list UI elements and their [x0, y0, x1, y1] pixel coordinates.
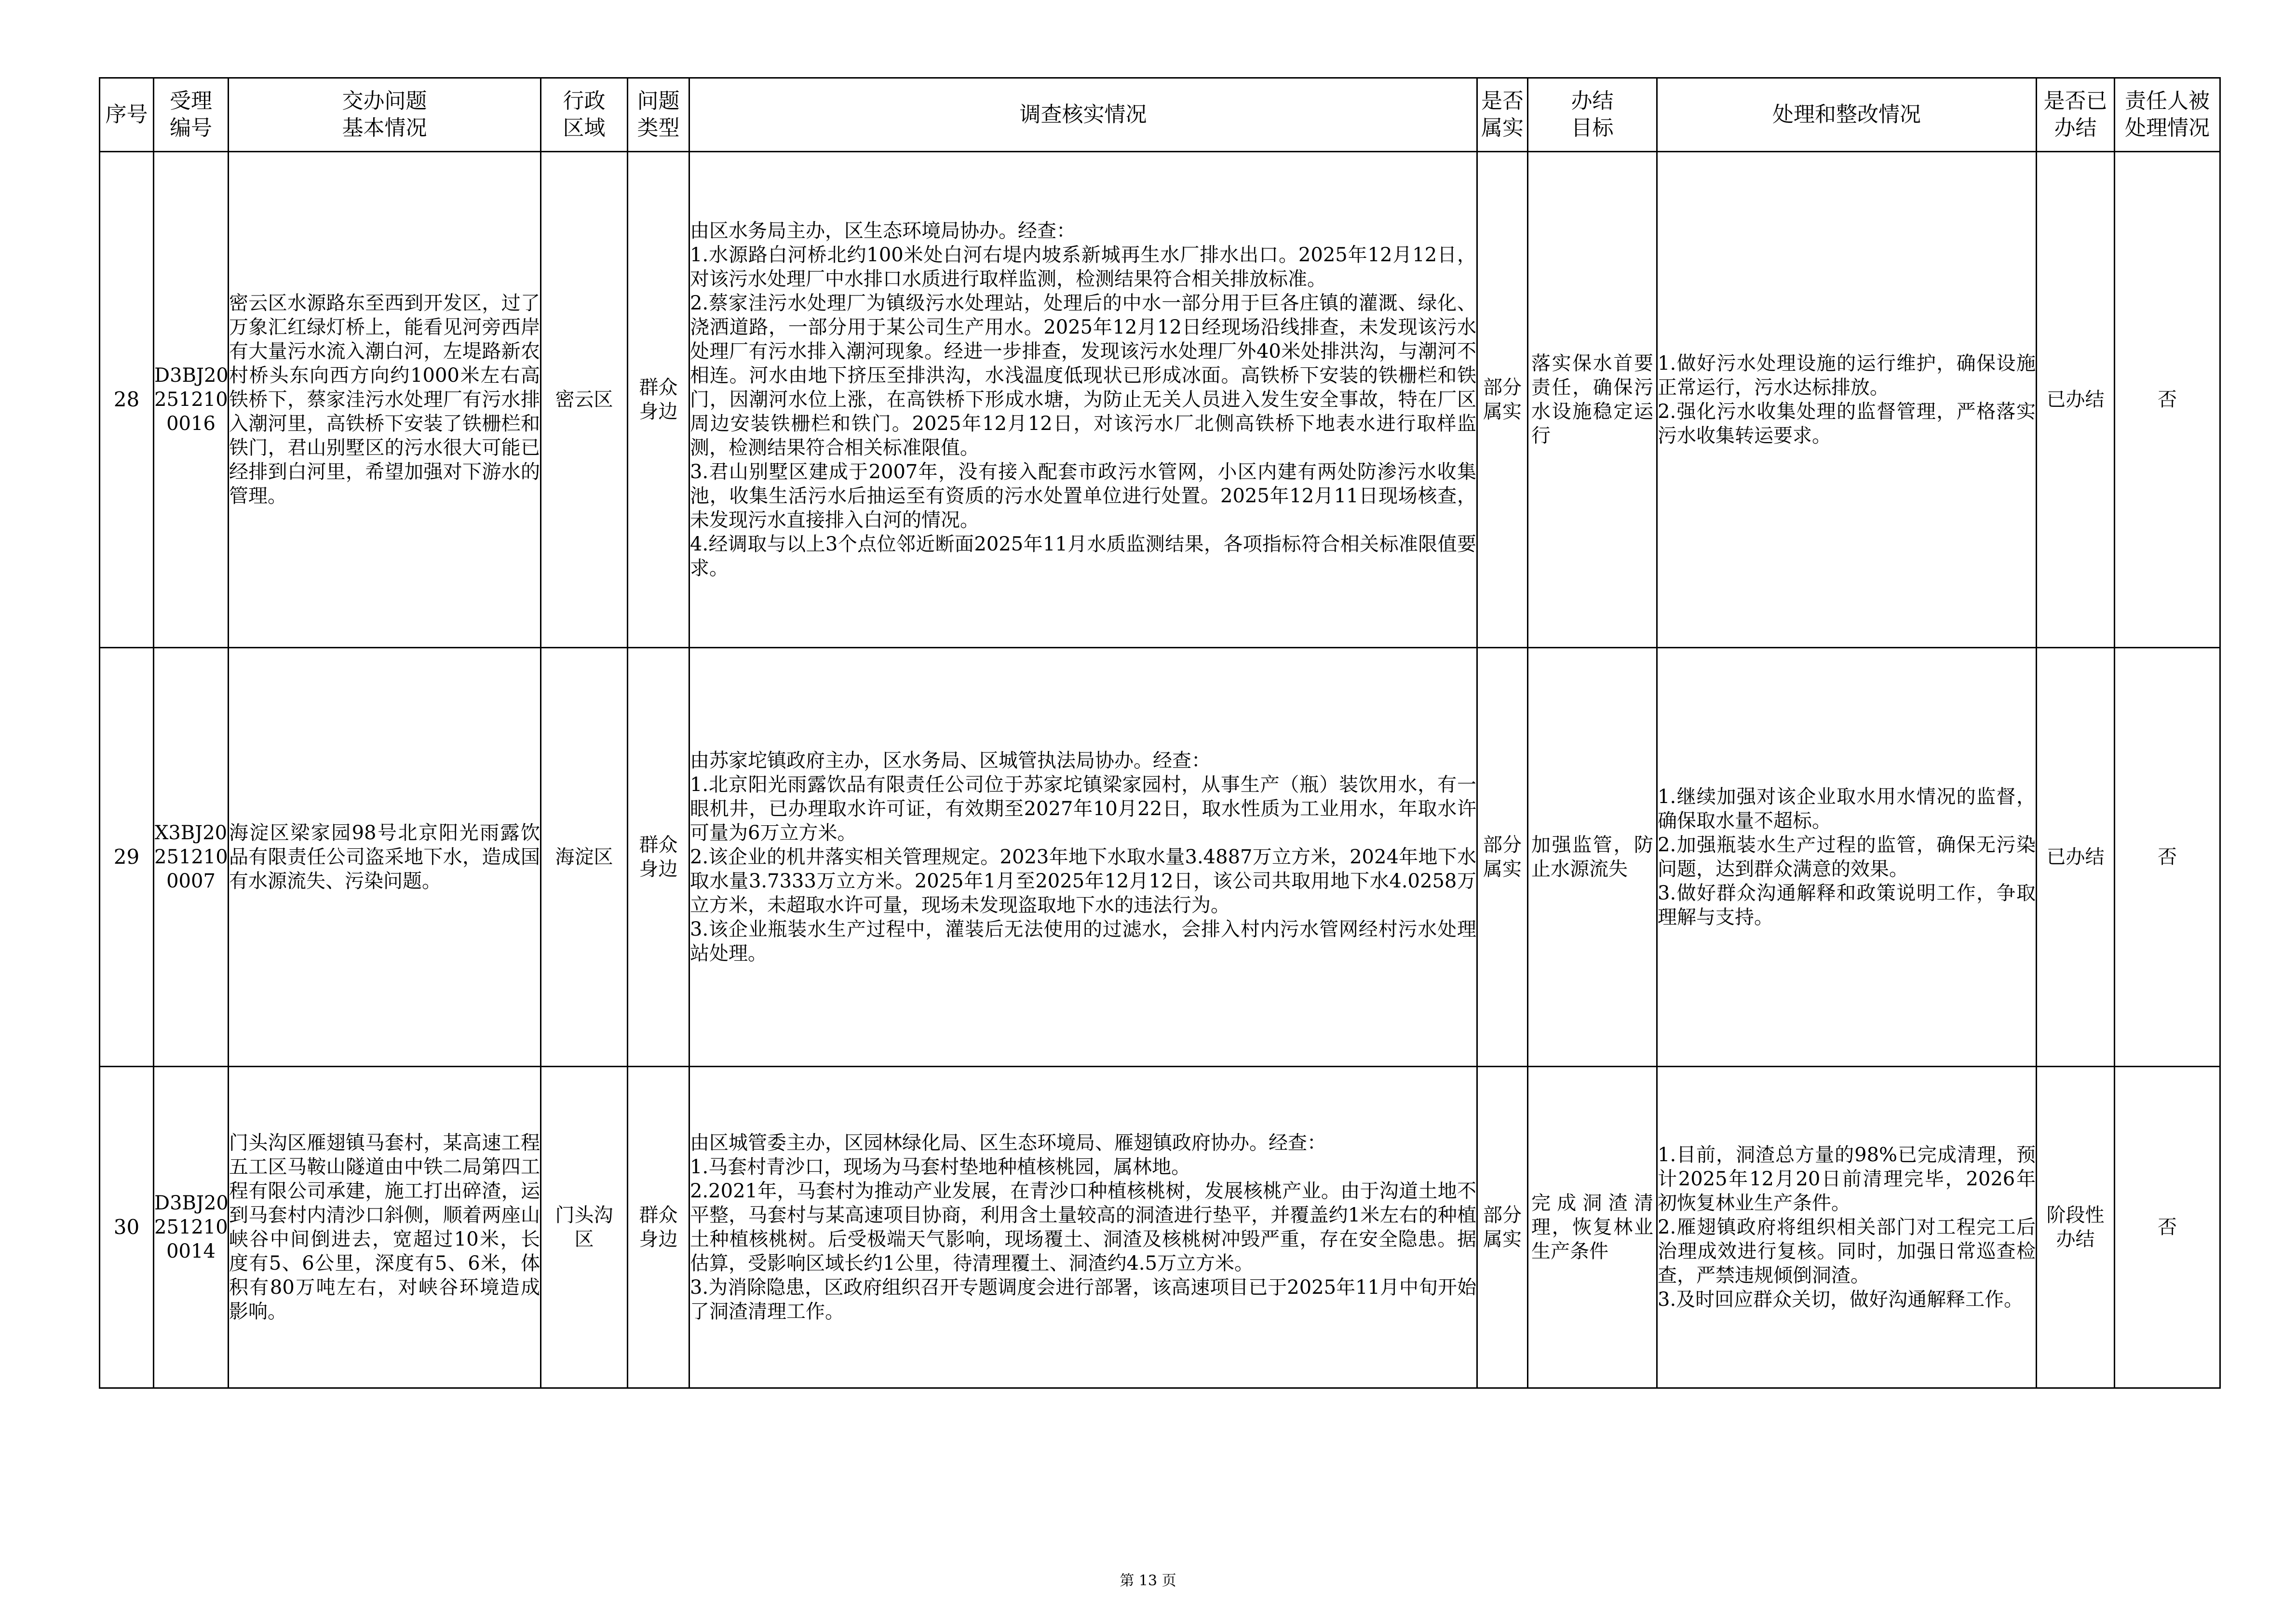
row-type: 群众 身边 — [628, 152, 689, 648]
row-goal: 完成洞渣清理，恢复林业生产条件 — [1528, 1067, 1657, 1388]
row-closed: 已办结 — [2037, 648, 2115, 1067]
row-case-id: D3BJ20 251210 0016 — [154, 152, 229, 648]
page-number: 第 13 页 — [1120, 1572, 1176, 1589]
row-accountability: 否 — [2115, 152, 2220, 648]
row-goal: 落实保水首要责任，确保污水设施稳定运行 — [1528, 152, 1657, 648]
row-district: 门头沟 区 — [541, 1067, 628, 1388]
header-row — [100, 78, 2220, 152]
row-seq: 29 — [100, 648, 154, 1067]
table-row — [100, 648, 2220, 1067]
header-district: 行政 区域 — [541, 78, 628, 152]
header-handling: 处理和整改情况 — [1657, 78, 2037, 152]
table-row — [100, 152, 2220, 648]
row-seq: 28 — [100, 152, 154, 648]
row-handling: 1.目前，洞渣总方量的98%已完成清理，预计2025年12月20日前清理完毕，2026年初恢复林业生产条件。 2.雁翅镇政府将组织相关部门对工程完工后治理成效进行复核。同时，加强日常巡查检查，严禁违规倾倒洞渣。 3.及时回应群众关切，做好沟通解释工作。 — [1657, 1067, 2037, 1388]
header-goal: 办结 目标 — [1528, 78, 1657, 152]
header-type: 问题 类型 — [628, 78, 689, 152]
row-seq: 30 — [100, 1067, 154, 1388]
row-investigation: 由区城管委主办，区园林绿化局、区生态环境局、雁翅镇政府协办。经查： 1.马套村青沙口，现场为马套村垫地种植核桃园，属林地。 2.2021年，马套村为推动产业发展，在青沙口种植核桃树，发展核桃产业。由于沟道土地不平整，马套村与某高速项目协商，利用含土量较高的洞渣进行垫平，并覆盖约1米左右的种植土种植核桃树。后受极端天气影响，现场覆土、洞渣及核桃树冲毁严重，存在安全隐患。据估算，受影响区域长约1公里，待清理覆土、洞渣约4.5万立方米。 3.为消除隐患，区政府组织召开专题调度会进行部署，该高速项目已于2025年11月中旬开始了洞渣清理工作。 — [689, 1067, 1477, 1388]
row-closed: 阶段性 办结 — [2037, 1067, 2115, 1388]
row-verified: 部分 属实 — [1477, 648, 1528, 1067]
table-row — [100, 1067, 2220, 1388]
row-type: 群众 身边 — [628, 1067, 689, 1388]
row-investigation: 由区水务局主办，区生态环境局协办。经查： 1.水源路白河桥北约100米处白河右堤内坡系新城再生水厂排水出口。2025年12月12日，对该污水处理厂中水排口水质进行取样监测，检测结果符合相关排放标准。 2.蔡家洼污水处理厂为镇级污水处理站，处理后的中水一部分用于巨各庄镇的灌溉、绿化、浇洒道路，一部分用于某公司生产用水。2025年12月12日经现场沿线排查，未发现该污水处理厂有污水排入潮河现象。经进一步排查，发现该污水处理厂外40米处排洪沟，与潮河不相连。河水由地下挤压至排洪沟，水浅温度低现状已形成冰面。高铁桥下安装的铁栅栏和铁门，因潮河水位上涨，在高铁桥下形成水塘，为防止无关人员进入发生安全事故，特在厂区周边安装铁栅栏和铁门。2025年12月12日，对该污水厂北侧高铁桥下地表水进行取样监测，检测结果符合相关标准限值。 3.君山别墅区建成于2007年，没有接入配套市政污水管网，小区内建有两处防渗污水收集池，收集生活污水后抽运至有资质的污水处置单位进行处置。2025年12月11日现场核查，未发现污水直接排入白河的情况。 4.经调取与以上3个点位邻近断面2025年11月水质监测结果，各项指标符合相关标准限值要求。 — [689, 152, 1477, 648]
row-issue: 门头沟区雁翅镇马套村，某高速工程五工区马鞍山隧道由中铁二局第四工程有限公司承建，施工打出碎渣，运到马套村内清沙口斜侧，顺着两座山峡谷中间倒进去，宽超过10米，长度有5、6公里，深度有5、6米，体积有80万吨左右，对峡谷环境造成影响。 — [229, 1067, 541, 1388]
header-verified: 是否 属实 — [1477, 78, 1528, 152]
row-verified: 部分 属实 — [1477, 152, 1528, 648]
row-verified: 部分 属实 — [1477, 1067, 1528, 1388]
row-accountability: 否 — [2115, 1067, 2220, 1388]
row-issue: 海淀区梁家园98号北京阳光雨露饮品有限责任公司盗采地下水，造成国有水源流失、污染问题。 — [229, 648, 541, 1067]
row-case-id: D3BJ20 251210 0014 — [154, 1067, 229, 1388]
header-id: 受理 编号 — [154, 78, 229, 152]
header-investigation: 调查核实情况 — [689, 78, 1477, 152]
row-issue: 密云区水源路东至西到开发区，过了万象汇红绿灯桥上，能看见河旁西岸有大量污水流入潮白河，左堤路新农村桥头东向西方向约1000米左右高铁桥下，蔡家洼污水处理厂有污水排入潮河里，高铁桥下安装了铁栅栏和铁门，君山别墅区的污水很大可能已经排到白河里，希望加强对下游水的管理。 — [229, 152, 541, 648]
row-case-id: X3BJ20 251210 0007 — [154, 648, 229, 1067]
header-accountability: 责任人被 处理情况 — [2115, 78, 2220, 152]
row-accountability: 否 — [2115, 648, 2220, 1067]
header-seq: 序号 — [100, 78, 154, 152]
header-closed: 是否已 办结 — [2037, 78, 2115, 152]
row-handling: 1.继续加强对该企业取水用水情况的监督，确保取水量不超标。 2.加强瓶装水生产过程的监管，确保无污染问题，达到群众满意的效果。 3.做好群众沟通解释和政策说明工作，争取理解与支持。 — [1657, 648, 2037, 1067]
row-investigation: 由苏家坨镇政府主办，区水务局、区城管执法局协办。经查： 1.北京阳光雨露饮品有限责任公司位于苏家坨镇梁家园村，从事生产（瓶）装饮用水，有一眼机井，已办理取水许可证，有效期至2027年10月22日，取水性质为工业用水，年取水许可量为6万立方米。 2.该企业的机井落实相关管理规定。2023年地下水取水量3.4887万立方米，2024年地下水取水量3.7333万立方米。2025年1月至2025年12月12日，该公司共取用地下水4.0258万立方米，未超取水许可量，现场未发现盗取地下水的违法行为。 3.该企业瓶装水生产过程中，灌装后无法使用的过滤水，会排入村内污水管网经村污水处理站处理。 — [689, 648, 1477, 1067]
row-goal: 加强监管，防止水源流失 — [1528, 648, 1657, 1067]
header-issue: 交办问题 基本情况 — [229, 78, 541, 152]
supervision-table — [99, 77, 2221, 1389]
row-district: 密云区 — [541, 152, 628, 648]
row-closed: 已办结 — [2037, 152, 2115, 648]
row-type: 群众 身边 — [628, 648, 689, 1067]
row-handling: 1.做好污水处理设施的运行维护，确保设施正常运行，污水达标排放。 2.强化污水收集处理的监督管理，严格落实污水收集转运要求。 — [1657, 152, 2037, 648]
row-district: 海淀区 — [541, 648, 628, 1067]
